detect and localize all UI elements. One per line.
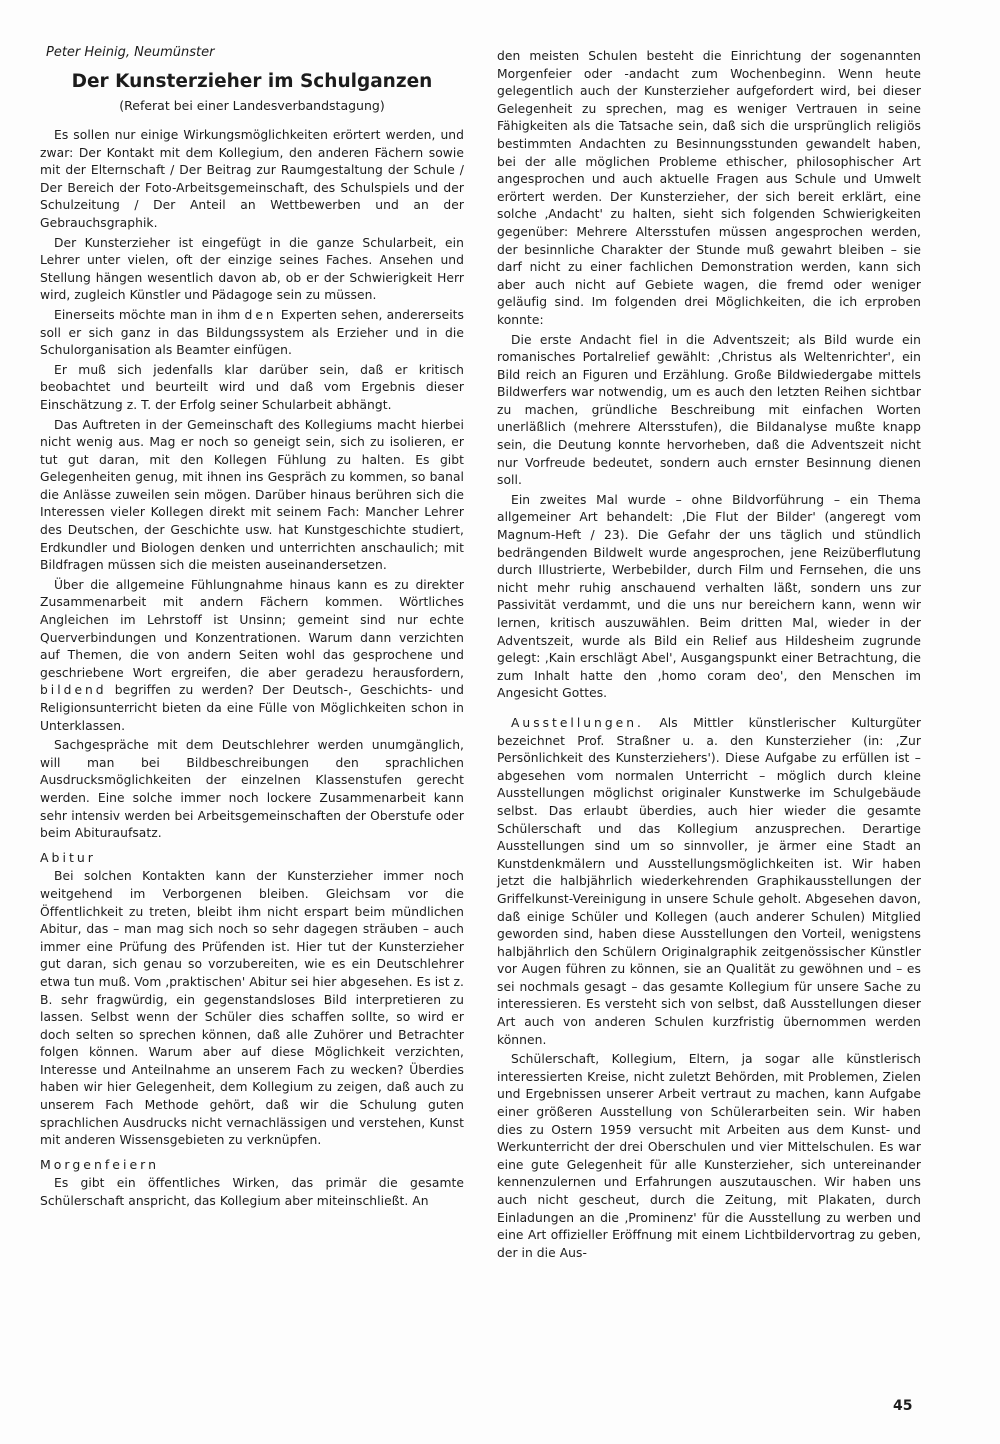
paragraph: Das Auftreten in der Gemeinschaft des Kollegiums macht hierbei nicht wenig aus. Mag er noch so geneigt sein, sich zu isolieren, er tut gut daran, mit den Kollegen Fühlung zu halten. Es gibt Gelegenheiten genug, mit ihnen ins Gespräch zu kommen, so banal die Anlässe zuweilen sein mögen. Darüber hinaus berühren sich die Interessen vieler Kollegen direkt mit seinem Fach: Mancher Lehrer des Deutschen, der Geschichte usw. hat Kunstgeschichte studiert, Erdkundler und Biologen denken und unterrichten anschaulich; mit Bildfragen müssen sich die meisten auseinandersetzen.: [40, 417, 464, 573]
paragraph: Schülerschaft, Kollegium, Eltern, ja sogar alle künstlerisch interessierten Kreise, nicht zuletzt Behörden, mit Problemen, Zielen und Ergebnissen unserer Arbeit vertraut zu machen, kann Aufgabe einer größeren Ausstellung von Schülerarbeiten sein. Wir haben dies zu Ostern 1959 versucht mit Arbeiten aus dem Kunst- und Werkunterricht der drei Oberschulen und vier Mittelschulen. Es war eine gute Gelegenheit für alle Kunsterzieher, sich untereinander kennenzulernen und Erfahrungen auszutauschen. Wir haben uns auch nicht gescheut, durch die Zeitung, mit Plakaten, durch Einladungen an die ‚Prominenz' für die Ausstellung zu werben und eine Art offizieller Eröffnung mit einem Lichtbildervortrag zu geben, der in die Aus-: [497, 1052, 921, 1260]
paragraph: Er muß sich jedenfalls klar darüber sein, daß er kritisch beobachtet und beurteilt wird und daß vom Ergebnis dieser Einschätzung z. T. der Erfolg seiner Schularbeit abhängt.: [40, 362, 464, 412]
spaced-emphasis: bildend: [40, 683, 107, 698]
section-heading-abitur: Abitur: [40, 849, 96, 865]
paragraph: Ausstellungen. Als Mittler künstlerischer Kulturgüter bezeichnet Prof. Straßner u. a. den Kunsterzieher (in: ‚Zur Persönlichkeit des Kunsterziehers'). Diese Aufgabe zu erfüllen ist – abgesehen vom normalen Unterricht – möglich durch kleine Ausstellungen möglichst originaler Kunstwerke im Schulgebäude selbst. Das erlaubt überdies, auch hier wieder die gesamte Schülerschaft und das Kollegium anzusprechen. Derartige Ausstellungen sind um so sinnvoller, je ärmer eine Stadt an Kunstdenkmälern und Ausstellungsmöglichkeiten ist. Wir haben jetzt die halbjährlich wiederkehrenden Graphikausstellungen der Griffelkunst-Vereinigung in unsere Schule geholt. Abgesehen davon, daß einige Schüler und Kollegen (auch anderer Schulen) Mitglied geworden sind, haben diese Ausstellungen den Vorteil, wenigstens halbjährlich den Schülern Originalgraphik zeitgenössischer Künstler vor Augen führen zu können, sie an Qualität zu gewöhnen und – es sei nochmals gesagt – das gesamte Kollegium für unsere Sache zu interessieren. Es versteht sich von selbst, daß Ausstellungen dieser Art auch von anderen Schulen kurzfristig übernommen werden können.: [497, 715, 921, 1047]
article-subtitle: (Referat bei einer Landesverbandstagung): [119, 98, 385, 113]
paragraph: Der Kunsterzieher ist eingefügt in die ganze Schularbeit, ein Lehrer unter vielen, oft der einzige seines Faches. Ansehen und Stellung hängen wesentlich davon ab, ob er der Schwierigkeit Herr wird, zugleich Künstler und Pädagoge sein zu müssen.: [40, 235, 464, 303]
page-number: 45: [893, 1398, 913, 1414]
spaced-emphasis: den: [244, 307, 277, 322]
author-line: Peter Heinig, Neumünster: [46, 45, 215, 60]
section-heading-ausstellungen: Ausstellungen.: [511, 715, 644, 730]
paragraph: Bei solchen Kontakten kann der Kunsterzieher immer noch weitgehend im Verborgenen bleiben. Gleichsam vor die Öffentlichkeit zu treten, bleibt ihm nicht erspart beim mündlichen Abitur, das – man mag sich noch so sehr dagegen sträuben – auch immer eine Prüfung des Prüfenden ist. Hier tut der Kunsterzieher gut daran, sich genau so vorzubereiten, wie es ein Deutschlehrer etwa tun muß. Vom ‚praktischen' Abitur sei hier abgesehen. Es ist z. B. sehr fragwürdig, ein gegenstandsloses Bild interpretieren zu lassen. Selbst wenn der Schüler dies schaffen sollte, so wird er doch selten so sprechen können, daß alle Zuhörer und Betrachter folgen können. Warum aber auf diese Möglichkeit verzichten, Interesse und Anteilnahme an unserem Fach zu wecken? Überdies haben wir hier Gelegenheit, dem Kollegium zu zeigen, daß auch zu unserem Fach Methode gehört, daß wir die Schulung guten sprachlichen Ausdrucks nicht vernachlässigen und verstehen, Kunst mit anderen Wissensgebieten zu verknüpfen.: [40, 869, 464, 1148]
paragraph: Es sollen nur einige Wirkungsmöglichkeiten erörtert werden, und zwar: Der Kontakt mit dem Kollegium, den anderen Fächern sowie mit der Elternschaft / Der Beitrag zur Raumgestaltung der Schule / Der Bereich der Foto-Arbeitsgemeinschaft, des Schulspiels und der Schulzeitung / Der Anteil an Wettbewerben und an der Gebrauchsgraphik.: [40, 128, 464, 230]
paragraph: Ein zweites Mal wurde – ohne Bildvorführung – ein Thema allgemeiner Art behandelt: ‚Die Flut der Bilder' (angeregt vom Magnum-Heft / 23). Die Gefahr der uns täglich und stündlich bedrängenden Bildwelt wurde angesprochen, jene Reizüberflutung durch Illustrierte, Werbebilder, durch Film und Fernsehen, die uns nicht mehr ruhig anschauend verhalten läßt, sondern uns zur Passivität verdammt, und die uns nur bereichern kann, wenn wir lernen, kritisch auszuwählen. Beim dritten Mal, wieder in der Adventszeit, wurde als Bild ein Relief aus Hildesheim zugrunde gelegt: ‚Kain erschlägt Abel', Ausgangspunkt einer Betrachtung, die zum Inhalt hatte den ‚homo coram deo', den Menschen im Angesicht Gottes.: [497, 492, 921, 701]
paragraph: Es gibt ein öffentliches Wirken, das primär die gesamte Schülerschaft anspricht, das Kollegium aber miteinschließt. An: [40, 1176, 464, 1209]
paragraph: Einerseits möchte man in ihm den Experten sehen, andererseits soll er sich ganz in das Bildungssystem als Erzieher und in die Schulorganisation als Beamter einfügen.: [40, 307, 464, 358]
article-title: Der Kunsterzieher im Schulganzen: [71, 71, 433, 92]
paragraph: Sachgespräche mit dem Deutschlehrer werden unumgänglich, will man bei Bildbeschreibungen den sprachlichen Ausdrucksmöglichkeiten der einzelnen Klassenstufen gerecht werden. Eine solche immer noch lockere Zusammenarbeit kann sehr intensiv werden bei Arbeitsgemeinschaften der Oberstufe oder beim Abituraufsatz.: [40, 738, 464, 841]
paragraph: Die erste Andacht fiel in die Adventszeit; als Bild wurde ein romanisches Portalrelief gewählt: ‚Christus als Weltenrichter', ein Bild reich an Figuren und Erzählung. Große Bildwiedergabe mittels Bildwerfers war notwendig, um es auch den letzten Reihen sichtbar zu machen, gründliche Beschreibung mit einfachen Worten unerläßlich (mehrere Altersstufen), die Bildanalyse mußte knapp sein, die Deutung konnte hervorheben, daß die Adventszeit nicht nur Vorfreude bedeutet, sondern auch ernster Besinnung dienen soll.: [497, 332, 921, 488]
section-heading-morgenfeiern: Morgenfeiern: [40, 1156, 159, 1172]
right-column: [497, 48, 921, 1264]
paragraph: Über die allgemeine Fühlungnahme hinaus kann es zu direkter Zusammenarbeit mit andern Fächern kommen. Wörtliches Angleichen im Lehrstoff ist Unsinn; gemeint sind nur echte Querverbindungen und Konzentrationen. Warum dann verzichten auf Themen, die von andern Seiten wohl das gesprochene und geschriebene Wort ergreifen, die aber geradezu herausfordern, bildend begriffen zu werden? Der Deutsch-, Geschichts- und Religionsunterricht bieten da eine Fülle von Möglichkeiten schon in Unterklassen.: [40, 577, 464, 733]
paragraph: den meisten Schulen besteht die Einrichtung der sogenannten Morgenfeier oder -andacht zum Wochenbeginn. Wenn heute gelegentlich auch der Kunsterzieher aufgefordert wird, bei dieser Gelegenheit zu sprechen, mag es weniger Vertrauen in seine Fähigkeiten als die Tatsache sein, daß sich die ursprünglich religiös bestimmten Andachten zu Besinnungsstunden gewandelt haben, bei der alle möglichen Probleme ethischer, philosophischer Art angesprochen und auch aktuelle Fragen aus Schule und Umwelt erörtert werden. Der Kunsterzieher, der sich bereit erklärt, eine solche ‚Andacht' zu halten, sieht sich folgenden Schwierigkeiten gegenüber: Mehrere Altersstufen müssen angesprochen werden, der besinnliche Charakter der Stunde muß gewahrt bleiben – sie darf nicht zu einer fachlichen Demonstration werden, kann sich aber auch nicht auf Gebiete wagen, die fremd oder weniger geläufig sind. Im folgenden drei Möglichkeiten, die ich erproben konnte:: [497, 49, 921, 327]
left-column: [40, 44, 464, 1213]
